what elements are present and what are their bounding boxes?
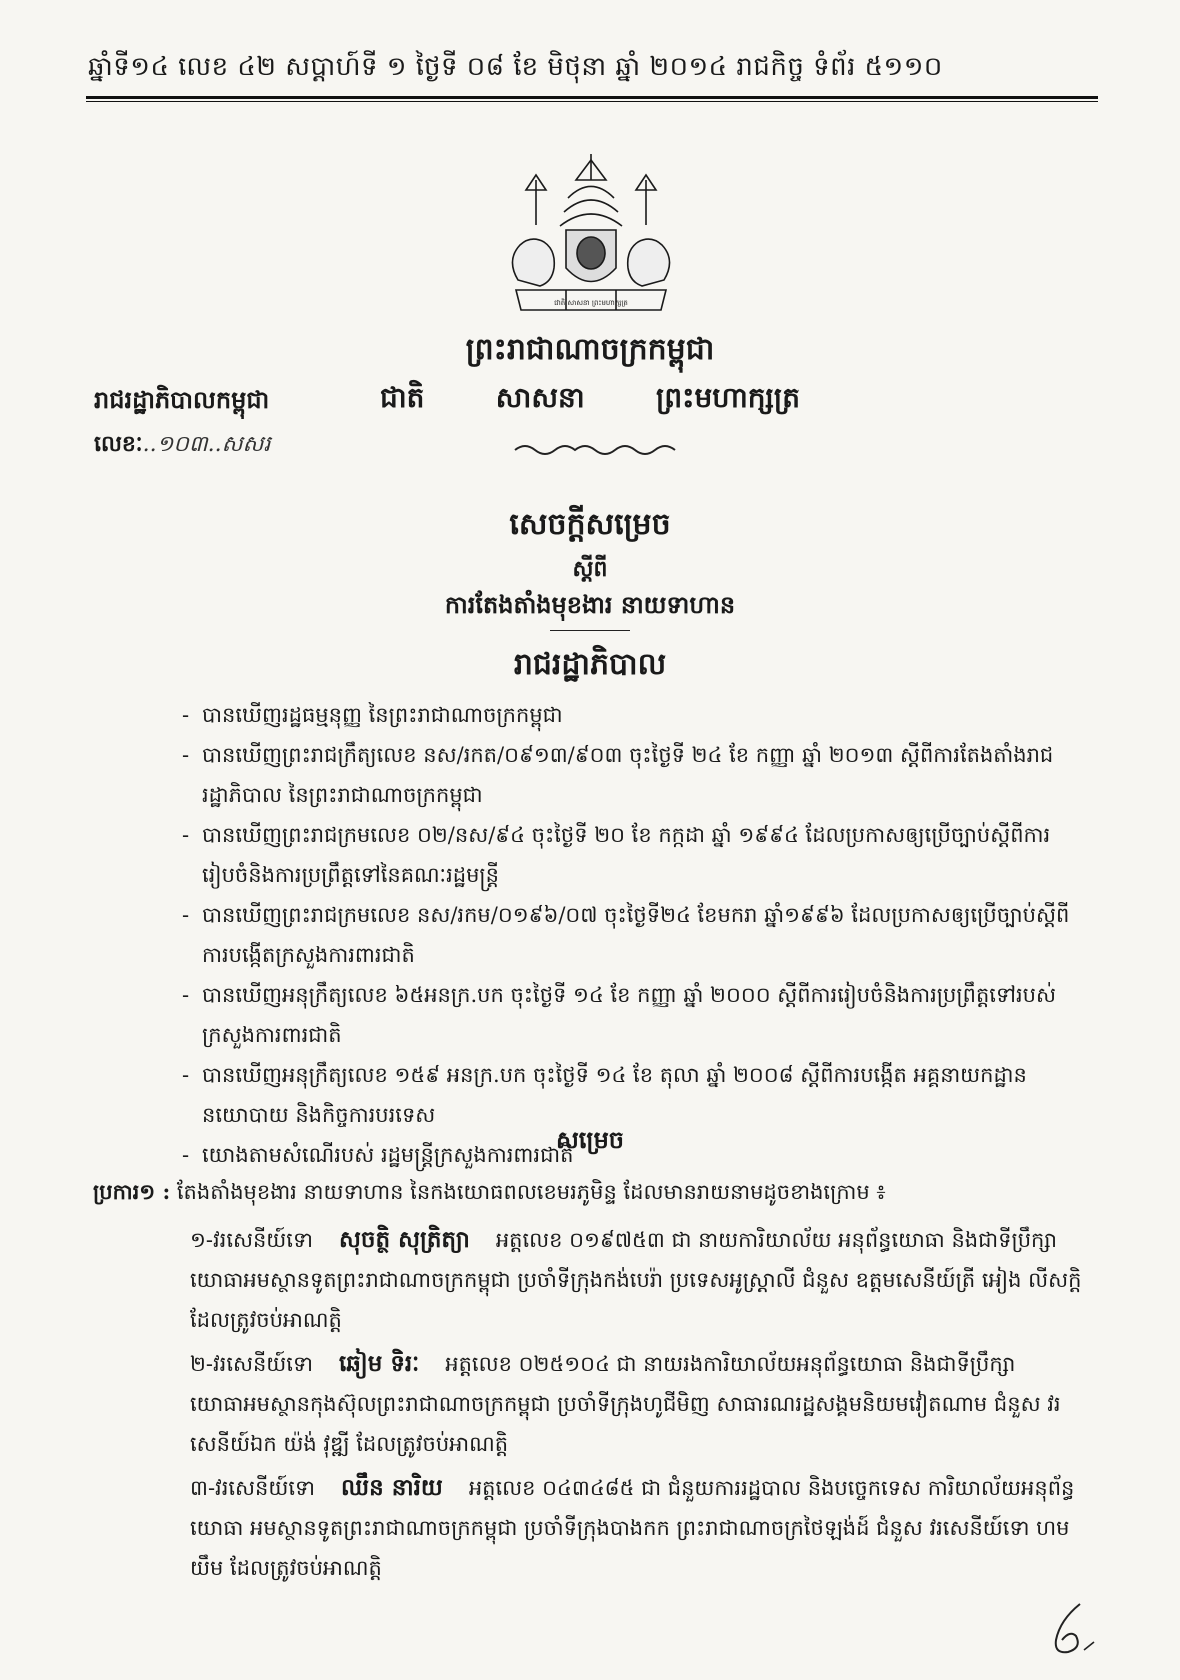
- decide-heading: សម្រេច: [555, 1125, 625, 1154]
- recital-item: - បានឃើញអនុក្រឹត្យលេខ ៦៥អនក្រ.បក ចុះថ្ងៃទី ១៤ ខែ កញ្ញា ឆ្នាំ ២០០០ ស្តីពីការរៀបចំនិងការប្រព្រឹត្តទៅរបស់ក្រសួងការពារជាតិ: [180, 975, 1095, 1055]
- appointee-item: [190, 1344, 1095, 1464]
- appointee-details: អត្តលេខ ០១៩៧៥៣ ជា នាយការិយាល័យ អនុព័ន្ធយោធា និងជាទីប្រឹក្សាយោធាអមស្ថានទូតព្រះរាជាណាចក្រកម្ពុជា ប្រចាំទីក្រុងកង់បេរ៉ា ប្រទេសអូស្ត្រាលី ជំនួស ឧត្តមសេនីយ៍ត្រី អៀង លីសក្តិ ដែលត្រូវចប់អាណត្តិ: [190, 1228, 1082, 1332]
- motto-religion: សាសនា: [495, 381, 585, 414]
- decision-number: [94, 430, 270, 462]
- appointee-item: [190, 1468, 1095, 1588]
- document-subject: ការតែងតាំងមុខងារ នាយទាហាន: [444, 590, 736, 619]
- issuing-body: រាជរដ្ឋាភិបាល: [513, 647, 667, 682]
- appointee-item: [190, 1220, 1095, 1340]
- header-rule-thin: [86, 101, 1098, 102]
- recital-item: - យោងតាមសំណើរបស់ រដ្ឋមន្ត្រីក្រសួងការពារជាតិ: [180, 1135, 1095, 1175]
- recital-item: - បានឃើញព្រះរាជក្រមលេខ នស/រកម/០១៩៦/០៧ ចុះថ្ងៃទី២៤ ខែមករា ឆ្នាំ១៩៩៦ ដែលប្រកាសឲ្យប្រើច្បាប់ស្តីពីការបង្កើតក្រសួងការពារជាតិ: [180, 895, 1095, 975]
- article-1: [93, 1172, 1093, 1212]
- subject-rule: [550, 630, 630, 631]
- handwritten-initial-icon: [1040, 1600, 1100, 1660]
- header-rule: [86, 96, 1098, 99]
- appointee-rank: ១-វរសេនីយ៍ទោ: [190, 1228, 313, 1252]
- appointee-details: អត្តលេខ ០២៥១០៤ ជា នាយរងការិយាល័យអនុព័ន្ធយោធា និងជាទីប្រឹក្សាយោធាអមស្ថានកុងស៊ុលព្រះរាជាណាចក្រកម្ពុជា ប្រចាំទីក្រុងហូជីមិញ សាធារណរដ្ឋសង្គមនិយមវៀតណាម ជំនួស វរសេនីយ៍ឯក យ៉ង់ វុឌ្ឍី ដែលត្រូវចប់អាណត្តិ: [190, 1352, 1061, 1456]
- recital-item: - បានឃើញរដ្ឋធម្មនុញ្ញ នៃព្រះរាជាណាចក្រកម្ពុជា: [180, 695, 1095, 735]
- article-1-label: ប្រការ១ :: [93, 1179, 171, 1204]
- ornament-divider: [510, 440, 680, 460]
- recital-item: - បានឃើញព្រះរាជក្រឹត្យលេខ នស/រកត/០៩១៣/៩០៣ ចុះថ្ងៃទី ២៤ ខែ កញ្ញា ឆ្នាំ ២០១៣ ស្តីពីការតែងតាំងរាជរដ្ឋាភិបាល នៃព្រះរាជាណាចក្រកម្ពុជា: [180, 735, 1095, 815]
- appointee-name: ឈឹន នារិយ: [341, 1474, 443, 1501]
- appointee-rank: ២-វរសេនីយ៍ទោ: [190, 1352, 313, 1376]
- national-motto: [380, 380, 800, 421]
- motto-nation: ជាតិ: [380, 381, 425, 414]
- document-title: សេចក្តីសម្រេច: [509, 507, 671, 542]
- appointee-details: អត្តលេខ ០៤៣៤៨៥ ជា ជំនួយការរដ្ឋបាល និងបច្ចេកទេស ការិយាល័យអនុព័ន្ធយោធា អមស្ថានទូតព្រះរាជាណាចក្រកម្ពុជា ប្រចាំទីក្រុងបាងកក ព្រះរាជាណាចក្រថៃឡង់ដ៍ ជំនួស វរសេនីយ៍ទោ ហម យឹម ដែលត្រូវចប់អាណត្តិ: [190, 1476, 1075, 1580]
- motto-king: ព្រះមហាក្សត្រ: [656, 381, 800, 414]
- emblem-motto: ជាតិ សាសនា ព្រះមហាក្សត្រ: [554, 299, 628, 307]
- royal-coat-of-arms-icon: [496, 150, 686, 320]
- decision-number-value: ..១០៣..សសរ: [142, 432, 271, 457]
- gazette-header: ឆ្នាំទី១៤ លេខ ៤២ សប្តាហ៍ទី ១ ថ្ងៃទី ០៨ ខែ មិថុនា ឆ្នាំ ២០១៤ រាជកិច្ច ទំព័រ ៥១១០: [88, 52, 943, 82]
- appointee-name: សុចត្ថិ សុត្រិត្យា: [338, 1226, 470, 1253]
- article-1-text: តែងតាំងមុខងារ នាយទាហាន នៃកងយោធពលខេមរភូមិន្ទ ដែលមានរាយនាមដូចខាងក្រោម ៖: [170, 1180, 886, 1204]
- recitals-list: [180, 695, 1095, 1175]
- recital-item: - បានឃើញព្រះរាជក្រមលេខ ០២/នស/៩៤ ចុះថ្ងៃទី ២០ ខែ កក្កដា ឆ្នាំ ១៩៩៤ ដែលប្រកាសឲ្យប្រើច្បាប់ស្តីពីការរៀបចំនិងការប្រព្រឹត្តទៅនៃគណៈរដ្ឋមន្ត្រី: [180, 815, 1095, 895]
- appointee-rank: ៣-វរសេនីយ៍ទោ: [190, 1476, 316, 1500]
- document-about: ស្តីពី: [572, 556, 608, 582]
- appointee-name: ឆៀម ទិរៈ: [338, 1350, 420, 1377]
- kingdom-name: ព្រះរាជាណាចក្រកម្ពុជា: [465, 332, 715, 367]
- decision-number-label: លេខៈ: [94, 431, 143, 457]
- appointees-list: [190, 1220, 1095, 1592]
- recital-item: - បានឃើញអនុក្រឹត្យលេខ ១៥៩ អនក្រ.បក ចុះថ្ងៃទី ១៤ ខែ តុលា ឆ្នាំ ២០០៨ ស្តីពីការបង្កើត អគ្គនាយកដ្ឋាននយោបាយ និងកិច្ចការបរទេស: [180, 1055, 1095, 1135]
- government-name: រាជរដ្ឋាភិបាលកម្ពុជា: [94, 385, 270, 414]
